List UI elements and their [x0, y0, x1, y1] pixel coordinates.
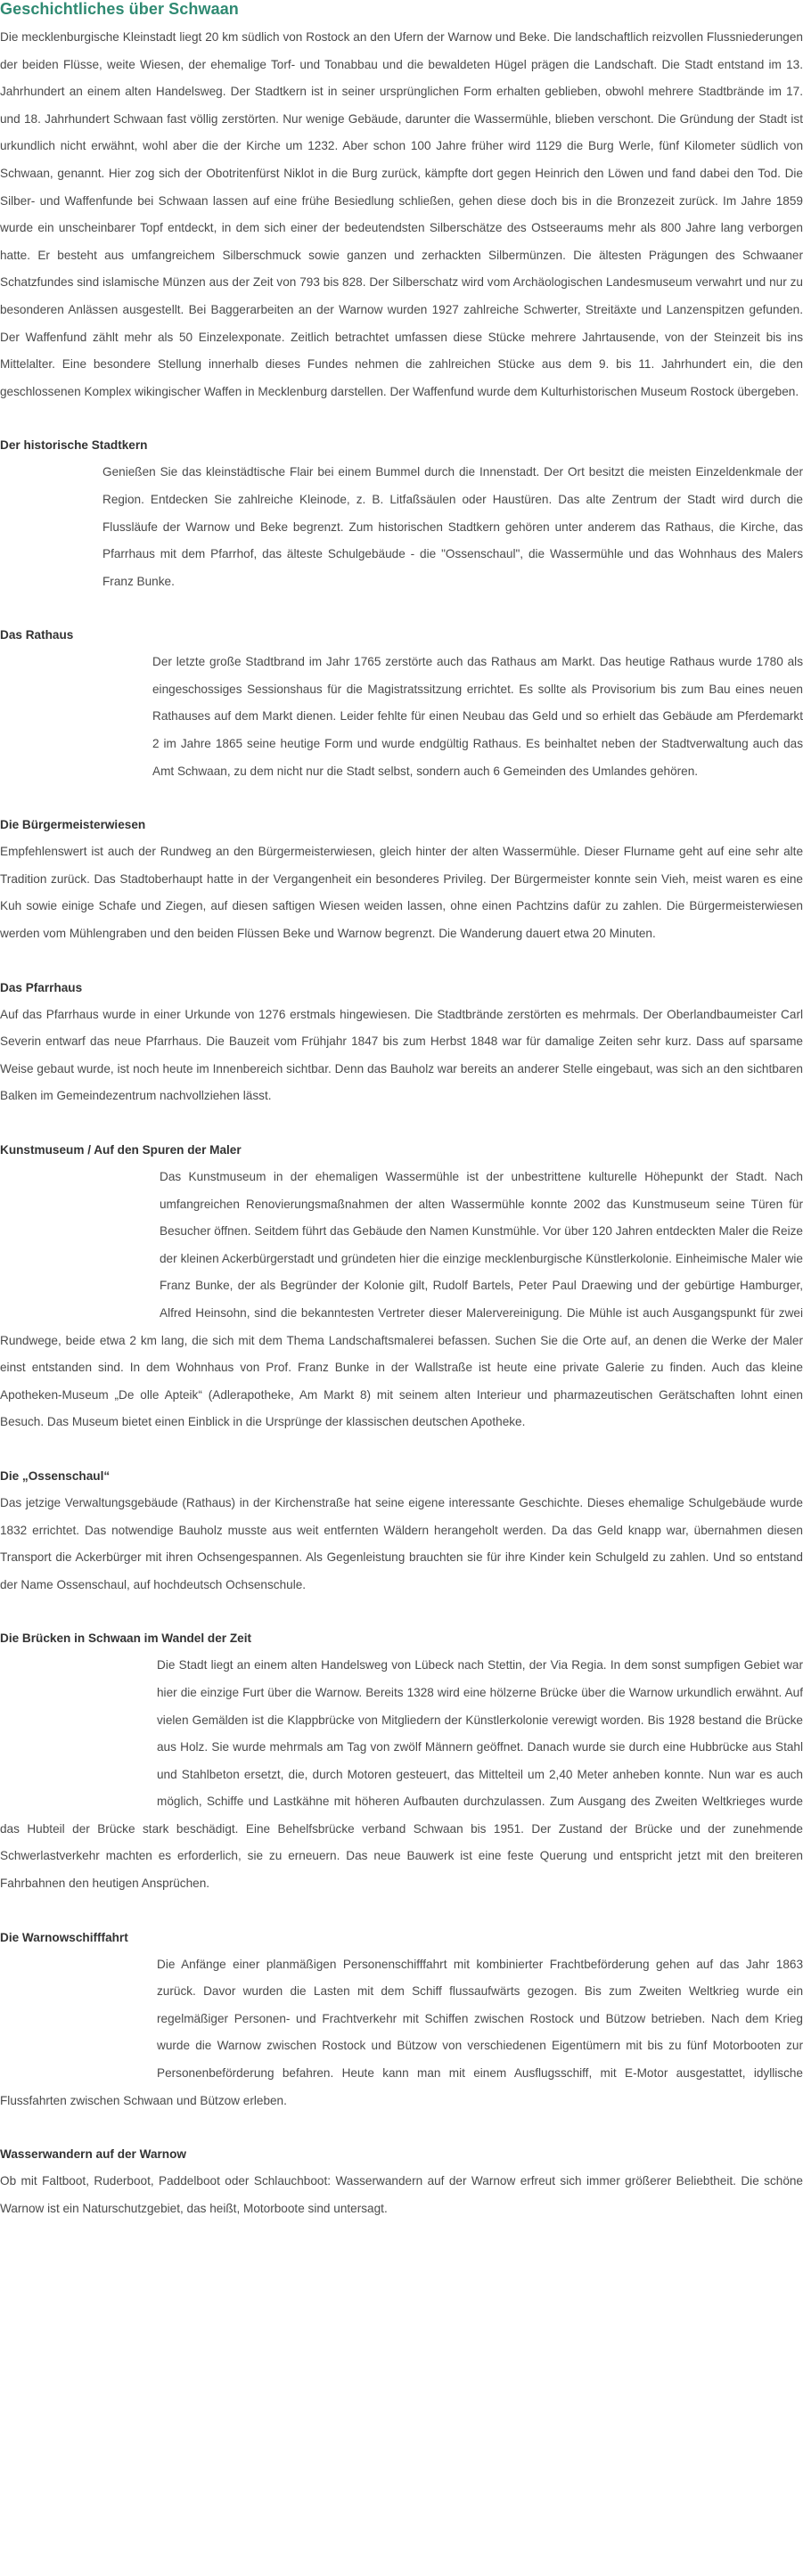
section-heading: Die Brücken in Schwaan im Wandel der Zeit	[0, 1631, 252, 1646]
section-text: Das Kunstmuseum in der ehemaligen Wassermühle ist der unbestrittene kulturelle Höhepunkt der Stadt. Nach umfangreichen Renovierungsmaßnahmen der alten Wassermühle konnte 2002 das Kunstmuseum seine Türen für Besucher öffnen. Seitdem führt das Gebäude den Namen Kunstmühle. Vor über 120 Jahren entdeckten Maler die Reize der kleinen Ackerbürgerstadt und gründeten hier die einzige mecklenburgische Künstlerkolonie. Einheimische Maler wie Franz Bunke, der als Begründer der Kolonie gilt, Rudolf Bartels, Peter Paul Draewing und der gebürtige Hamburger, Alfred Heinsohn, sind die bekanntesten Vertreter dieser Malervereinigung. Die Mühle ist auch Ausgangspunkt für zwei Rundwege, beide etwa 2 km lang, die sich mit dem Thema Landschaftsmalerei befassen. Suchen Sie die Orte auf, an denen die Werke der Maler einst entstanden sind. In dem Wohnhaus von Prof. Franz Bunke in der Wallstraße ist heute eine private Galerie zu finden. Auch das kleine Apotheken-Museum „De olle Apteik“ (Adlerapotheke, Am Markt 8) mit seinem alten Interieur und pharmazeutischen Gerätschaften lohnt einen Besuch. Das Museum bietet einen Einblick in die Ursprünge der klassischen deutschen Apotheke.	[0, 1170, 803, 1429]
section-pfarrhaus	[0, 975, 803, 1110]
section-heading: Das Rathaus	[0, 628, 74, 642]
section-text: Der letzte große Stadtbrand im Jahr 1765 zerstörte auch das Rathaus am Markt. Das heutige Rathaus wurde 1780 als eingeschossiges Sessionshaus für die Magistratssitzung errichtet. Es sollte als Provisorium bis zum Bau eines neuen Rathauses auf dem Markt dienen. Leider fehlte für einen Neubau das Geld und so erhielt das Gebäude am Pferdemarkt 2 im Jahre 1865 seine heutige Form und wurde endgültig Rathaus. Es beinhaltet neben der Stadtverwaltung auch das Amt Schwaan, zu dem nicht nur die Stadt selbst, sondern auch 6 Gemeinden des Umlandes gehören.	[152, 655, 803, 778]
image-placeholder	[0, 649, 152, 805]
section-heading: Die Warnowschifffahrt	[0, 1930, 128, 1944]
section-text: Das jetzige Verwaltungsgebäude (Rathaus) in der Kirchenstraße hat seine eigene interessante Geschichte. Dieses ehemalige Schulgebäude wurde 1832 errichtet. Das notwendige Bauholz musste aus weit entfernten Wäldern herangeholt werden. Da das Geld knapp war, übernahmen diesen Transport die Ackerbürger mit ihren Ochsengespannen. Als Gegenleistung brauchten sie für ihre Kinder kein Schulgeld zu zahlen. Und so entstand der Name Ossenschaul, auf hochdeutsch Ochsenschule.	[0, 1495, 803, 1591]
image-placeholder	[0, 1652, 157, 1803]
section-ossenschaul	[0, 1463, 803, 1599]
intro-paragraph: Die mecklenburgische Kleinstadt liegt 20 km südlich von Rostock an den Ufern der Warnow und Beke. Die landschaftlich reizvollen Flussniederungen der beiden Flüsse, weite Wiesen, der ehemalige Torf- und Tonabbau und die bewaldeten Hügel prägen die Landschaft. Die Stadt entstand im 13. Jahrhundert an einem alten Handelsweg. Der Stadtkern ist in seiner ursprünglichen Form erhalten geblieben, obwohl mehrere Stadtbrände im 17. und 18. Jahrhundert Schwaan fast völlig zerstörten. Nur wenige Gebäude, darunter die Wassermühle, blieben verschont. Die Gründung der Stadt ist urkundlich nicht erwähnt, wohl aber die der Kirche um 1232. Aber schon 100 Jahre früher wird 1129 die Burg Werle, fünf Kilometer südlich von Schwaan, genannt. Hier zog sich der Obotritenfürst Niklot in die Burg zurück, kämpfte dort gegen Heinrich den Löwen und fand dabei den Tod. Die Silber- und Waffenfunde bei Schwaan lassen auf eine frühe Besiedlung schließen, gehen diese doch bis in die Bronzezeit zurück. Im Jahre 1859 wurde ein unscheinbarer Topf entdeckt, in dem sich einer der bedeutendsten Silberschätze des Ostseeraums mehr als 800 Jahre lang verborgen hatte. Er besteht aus umfangreichem Silberschmuck sowie ganzen und zerhackten Silbermünzen. Die ältesten Prägungen des Schwaaner Schatzfundes sind islamische Münzen aus der Zeit von 793 bis 828. Der Silberschatz wird vom Archäologischen Landesmuseum verwahrt und nur zu besonderen Anlässen ausgestellt. Bei Baggerarbeiten an der Warnow wurden 1927 zahlreiche Schwerter, Streitäxte und Lanzenspitzen gefunden. Der Waffenfund zählt mehr als 50 Einzelexponate. Zeitlich betrachtet umfassen diese Stücke mehrere Jahrtausende, von der Steinzeit bis ins Mittelalter. Eine besondere Stellung innerhalb dieses Fundes nehmen die zahlreichen Stücke aus dem 9. bis 11. Jahrhundert ein, die den geschlossenen Komplex wikingischer Waffen in Mecklenburg darstellen. Der Waffenfund wurde dem Kulturhistorischen Museum Rostock übergeben.	[0, 30, 803, 398]
section-buergermeisterwiesen	[0, 812, 803, 947]
image-placeholder	[0, 1951, 157, 2076]
section-heading: Die „Ossenschaul“	[0, 1468, 111, 1483]
section-heading: Kunstmuseum / Auf den Spuren der Maler	[0, 1143, 242, 1157]
section-heading: Wasserwandern auf der Warnow	[0, 2147, 186, 2162]
section-wasserwandern	[0, 2141, 803, 2222]
image-placeholder	[0, 459, 102, 591]
section-warnowschifffahrt	[0, 1925, 803, 2115]
section-rathaus	[0, 622, 803, 785]
section-heading: Die Bürgermeisterwiesen	[0, 818, 146, 832]
section-heading: Das Pfarrhaus	[0, 980, 83, 994]
section-kunstmuseum	[0, 1137, 803, 1436]
section-text: Ob mit Faltboot, Ruderboot, Paddelboot oder Schlauchboot: Wasserwandern auf der Warnow erfreut sich immer größerer Beliebtheit. Die schöne Warnow ist ein Naturschutzgebiet, das heißt, Motorboote sind untersagt.	[0, 2174, 803, 2215]
section-bruecken	[0, 1625, 803, 1897]
section-text: Genießen Sie das kleinstädtische Flair bei einem Bummel durch die Innenstadt. Der Ort besitzt die meisten Einzeldenkmale der Region. Entdecken Sie zahlreiche Kleinode, z. B. Litfaßsäulen oder Haustüren. Das alte Zentrum der Stadt wird durch die Flussläufe der Warnow und Beke begrenzt. Zum historischen Stadtkern gehören unter anderem das Rathaus, die Kirche, das Pfarrhaus mit dem Pfarrhof, das älteste Schulgebäude - die "Ossenschaul", die Wassermühle und das Wohnhaus des Malers Franz Bunke.	[102, 465, 803, 588]
section-text: Die Anfänge einer planmäßigen Personenschifffahrt mit kombinierter Frachtbeförderung gehen auf das Jahr 1863 zurück. Davor wurden die Lasten mit dem Schiff flussaufwärts gezogen. Bis zum Zweiten Weltkrieg wurde ein regelmäßiger Personen- und Frachtverkehr mit Schiffen zwischen Rostock und Bützow betrieben. Nach dem Krieg wurde die Warnow zwischen Rostock und Bützow von verschiedenen Eigentümern mit bis zu fünf Motorbooten zur Personenbeförderung befahren. Heute kann man mit einem Ausflugsschiff, mit E-Motor ausgestattet, idyllische Flussfahrten zwischen Schwaan und Bützow erleben.	[0, 1957, 803, 2107]
image-placeholder	[0, 1164, 160, 1315]
page-title: Geschichtliches über Schwaan	[0, 0, 239, 18]
section-text: Die Stadt liegt an einem alten Handelsweg von Lübeck nach Stettin, der Via Regia. In dem sonst sumpfigen Gebiet war hier die einzige Furt über die Warnow. Bereits 1328 wird eine hölzerne Brücke über die Warnow urkundlich erwähnt. Auf vielen Gemälden ist die Klappbrücke von Mitgliedern der Künstlerkolonie verewigt worden. Bis 1928 bestand die Brücke aus Holz. Sie wurde mehrmals am Tag von zwölf Männern geöffnet. Danach wurde sie durch eine Hubbrücke aus Stahl und Stahlbeton ersetzt, die, durch Motoren gesteuert, das Mittelteil um 2,40 Meter anheben konnte. Nun war es auch möglich, Schiffe und Lastkähne mit höheren Aufbauten durchzulassen. Zum Ausgang des Zweiten Weltkrieges wurde das Hubteil der Brücke stark beschädigt. Eine Behelfsbrücke verband Schwaan bis 1951. Der Zustand der Brücke und der zunehmende Schwerlastverkehr machten es erforderlich, sie zu erneuern. Das neue Bauwerk ist eine feste Querung und entspricht jetzt mit den breiteren Fahrbahnen den heutigen Ansprüchen.	[0, 1658, 803, 1891]
section-stadtkern	[0, 432, 803, 595]
section-text: Auf das Pfarrhaus wurde in einer Urkunde von 1276 erstmals hingewiesen. Die Stadtbrände zerstörten es mehrmals. Der Oberlandbaumeister Carl Severin entwarf das neue Pfarrhaus. Die Bauzeit vom Frühjahr 1847 bis zum Herbst 1848 war für damalige Zeiten sehr kurz. Dass auf sparsame Weise gebaut wurde, ist noch heute im Innenbereich sichtbar. Denn das Bauholz war bereits an anderer Stelle eingebaut, was sich an den sichtbaren Balken im Gemeindezentrum nachvollziehen lässt.	[0, 1007, 803, 1103]
section-heading: Der historische Stadtkern	[0, 438, 148, 453]
section-text: Empfehlenswert ist auch der Rundweg an den Bürgermeisterwiesen, gleich hinter der alten Wassermühle. Dieser Flurname geht auf eine sehr alte Tradition zurück. Das Stadtoberhaupt hatte in der Vergangenheit ein besonderes Privileg. Der Bürgermeister konnte sein Vieh, meist waren es eine Kuh sowie einige Schafe und Ziegen, auf diesen saftigen Wiesen weiden lassen, ohne einen Pachtzins dafür zu zahlen. Die Bürgermeisterwiesen werden vom Mühlengraben und den beiden Flüssen Beke und Warnow begrenzt. Die Wanderung dauert etwa 20 Minuten.	[0, 845, 803, 941]
